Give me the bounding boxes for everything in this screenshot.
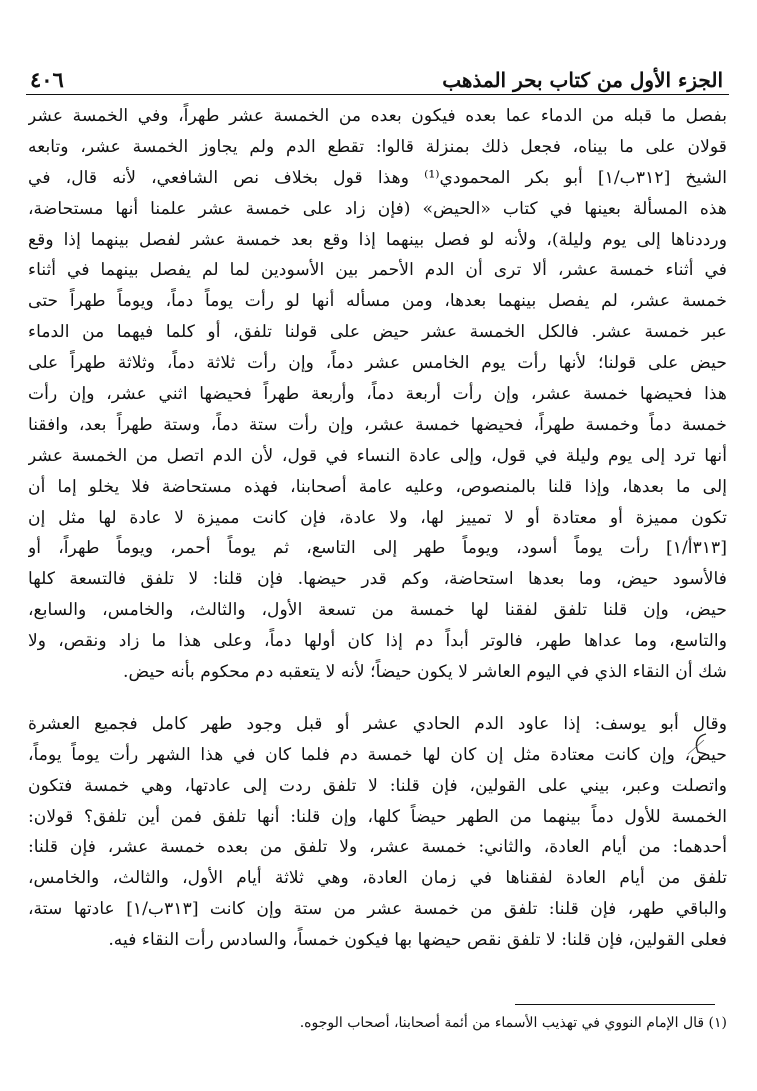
main-text xyxy=(28,101,727,956)
text-line: هذه المسألة بعينها في كتاب «الحيض» (فإن زاد على خمسة عشر علمنا أنها مستحاضة، xyxy=(28,198,727,219)
text-line: حيض على قولنا؛ لأنها رأت يوم الخامس عشر دماً، وإن رأت ثلاثة دماً، وثلاثة طهراً على xyxy=(28,353,727,374)
text-line: خمسة عشر، لم يفصل بينهما بعدها، ومن مسأله أنها لو رأت يوماً دماً، ويوماً طهراً حتى xyxy=(28,291,727,312)
text-line: خمسة دماً وخمسة طهراً، فحيضها خمسة عشر، وإن رأت ستة دماً، وستة طهراً بعد، وافقنا xyxy=(28,414,727,435)
text-line: هذا فحيضها خمسة عشر، وإن رأت أربعة دماً، وأربعة طهراً فحيضها اثني عشر، وإن رأت xyxy=(28,384,727,405)
header-rule xyxy=(26,94,729,95)
text-line: والتاسع، وما عداها طهر، فالوتر أبداً دم إذا كان أولها دماً، وعلى هذا ما زاد ونقص، ولا xyxy=(28,631,727,652)
text-line: ورددناها إلى يوم وليلة)، ولأنه لو فصل بينهما إذا وقع بعد خمسة عشر لفصل بينهما إذا وقع xyxy=(28,229,727,250)
footnote: (١) قال الإمام النووي في تهذيب الأسماء من أئمة أصحابنا، أصحاب الوجوه. xyxy=(299,1015,727,1031)
text-line: شك أن النقاء الذي في اليوم العاشر لا يكون حيضاً؛ لأنه لا يتعقبه دم محكوم بأنه حيض. xyxy=(123,662,727,683)
text-line: أحدهما: من أيام العادة، والثاني: خمسة عشر، ولا تلفق من بعده خمسة عشر، فإن قلنا: xyxy=(28,837,727,858)
text-line: في أثناء خمسة عشر، ألا ترى أن الدم الأحمر بين الأسودين لما لم يفصل بينهما في أثناء xyxy=(28,260,727,281)
text-line: والباقي طهر، فإن قلنا: تلفق من خمسة عشر من ستة وإن كانت [٣١٣ب/١] عادتها ستة، xyxy=(28,899,727,920)
text-line: بفصل ما قبله من الدماء عما بعده فيكون بعده من الخمسة عشر طهراً، وفي الخمسة عشر xyxy=(28,106,727,126)
text-line: قولان على ما بيناه، فجعل ذلك بمنزلة قالوا: تقطع الدم ولم يجاوز الخمسة عشر، وتابعه xyxy=(28,136,727,157)
text-line: واتصلت وعبر، بيني على القولين، فإن قلنا: لا تلفق ردت إلى عادتها، وهي خمسة فتكون xyxy=(28,775,727,796)
text-line: تكون مميزة أو معتادة أو لا تمييز لها، ولا عادة، فإن كانت مميزة لا عادة لها مثل إن xyxy=(28,507,727,528)
paragraph-1 xyxy=(28,101,727,688)
text-line: حيض، وإن كانت معتادة مثل إن كان لها خمسة دم فلما كان في هذا الشهر رأت يوماً يوماً، xyxy=(28,744,727,765)
text-line: تلفق من أيام العادة لفقناها في زمان العادة، وهي ثلاثة أيام الأول، والثالث، والخامس، xyxy=(28,868,727,889)
text-line: الشيخ [٣١٢ب/١] أبو بكر المحمودي⁽¹⁾ وهذا قول بخلاف نص الشافعي، لأنه قال، في xyxy=(28,167,727,188)
text-line: وقال أبو يوسف: إذا عاود الدم الحادي عشر أو قبل وجود طهر كامل فجميع العشرة xyxy=(28,713,727,734)
running-head: الجزء الأول من كتاب بحر المذهب xyxy=(442,68,723,92)
text-line: حيض، وإن قلنا تلفق لفقنا لها خمسة من تسعة الأول، والثالث، والخامس، والسابع، xyxy=(28,600,727,621)
footnote-rule xyxy=(515,1004,715,1005)
text-line: فعلى القولين، فإن قلنا: لا تلفق نقص حيضها بها فيكون خمساً، والسادس رأت النقاء فيه. xyxy=(108,930,727,951)
text-line: فالأسود حيض، وما بعدها استحاضة، وكم قدر حيضها. فإن قلنا: لا تلفق فالتسعة كلها xyxy=(28,569,727,590)
text-line: عبر خمسة عشر. فالكل الخمسة عشر حيض على قولنا تلفق، أو كلما فيهما من الدماء xyxy=(28,322,727,343)
text-line: أنها ترد إلى يوم وليلة في قول، وإلى عادة النساء في قول، لأن الدم اتصل من الخمسة عشر xyxy=(28,445,727,466)
page-header xyxy=(26,56,727,92)
page-number: ٤٠٦ xyxy=(30,67,64,92)
text-line: الخمسة للأول دماً بينهما من الطهر حيضاً كلها، وإن قلنا: أنها تلفق فمن أين تلفق؟ قولان: xyxy=(28,806,727,827)
text-line: [٣١٣أ/١] رأت يوماً أسود، ويوماً طهر إلى التاسع، ثم يوماً أحمر، ويوماً طهراً، أو xyxy=(28,538,727,559)
text-line: إلى ما بعدها، وإذا قلنا بالمنصوص، وعليه عامة أصحابنا، فهذه مستحاضة فلا يخلو إما أن xyxy=(28,476,727,497)
paragraph-gap xyxy=(28,688,727,709)
paragraph-2 xyxy=(28,709,727,956)
margin-bracket-mark xyxy=(684,732,712,756)
